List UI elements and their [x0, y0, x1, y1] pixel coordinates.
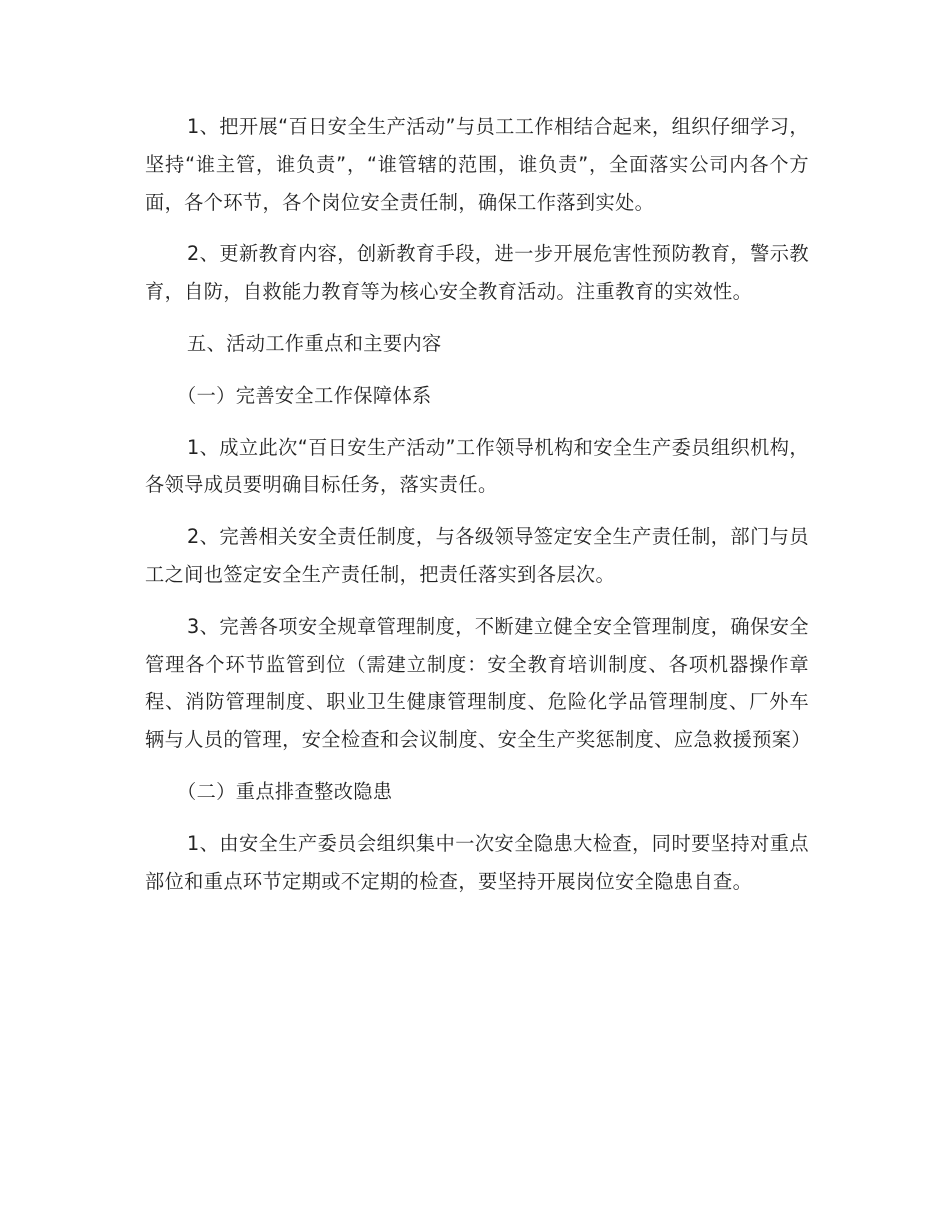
paragraph-6: 1、由安全生产委员会组织集中一次安全隐患大检查，同时要坚持对重点部位和重点环节定期或不定期的检查，要坚持开展岗位安全隐患自查。	[145, 831, 809, 893]
paragraph-4: 2、完善相关安全责任制度，与各级领导签定安全生产责任制，部门与员工之间也签定安全生产责任制，把责任落实到各层次。	[145, 525, 809, 586]
subsection-heading-2: （二）重点排查整改隐患	[177, 779, 393, 803]
paragraph-2: 2、更新教育内容，创新教育手段，进一步开展危害性预防教育，警示教育，自防，自救能力教育等为核心安全教育活动。注重教育的实效性。	[145, 242, 809, 304]
paragraph-1: 1、把开展“百日安全生产活动”与员工工作相结合起来，组织仔细学习，坚持“谁主管，谁负责”，“谁管辖的范围，谁负责”，全面落实公司内各个方面，各个环节，各个岗位安全责任制，确保工作落到实处。	[145, 115, 809, 214]
section-heading-5: 五、活动工作重点和主要内容	[187, 331, 442, 355]
document-body	[145, 108, 809, 914]
paragraph-5: 3、完善各项安全规章管理制度，不断建立健全安全管理制度，确保安全管理各个环节监管到位（需建立制度：安全教育培训制度、各项机器操作章程、消防管理制度、职业卫生健康管理制度、危险化学品管理制度、厂外车辆与人员的管理，安全检查和会议制度、安全生产奖惩制度、应急救援预案）	[145, 614, 811, 752]
paragraph-3: 1、成立此次“百日安生产活动”工作领导机构和安全生产委员组织机构，各领导成员要明确目标任务，落实责任。	[145, 435, 809, 497]
subsection-heading-1: （一）完善安全工作保障体系	[177, 383, 432, 407]
